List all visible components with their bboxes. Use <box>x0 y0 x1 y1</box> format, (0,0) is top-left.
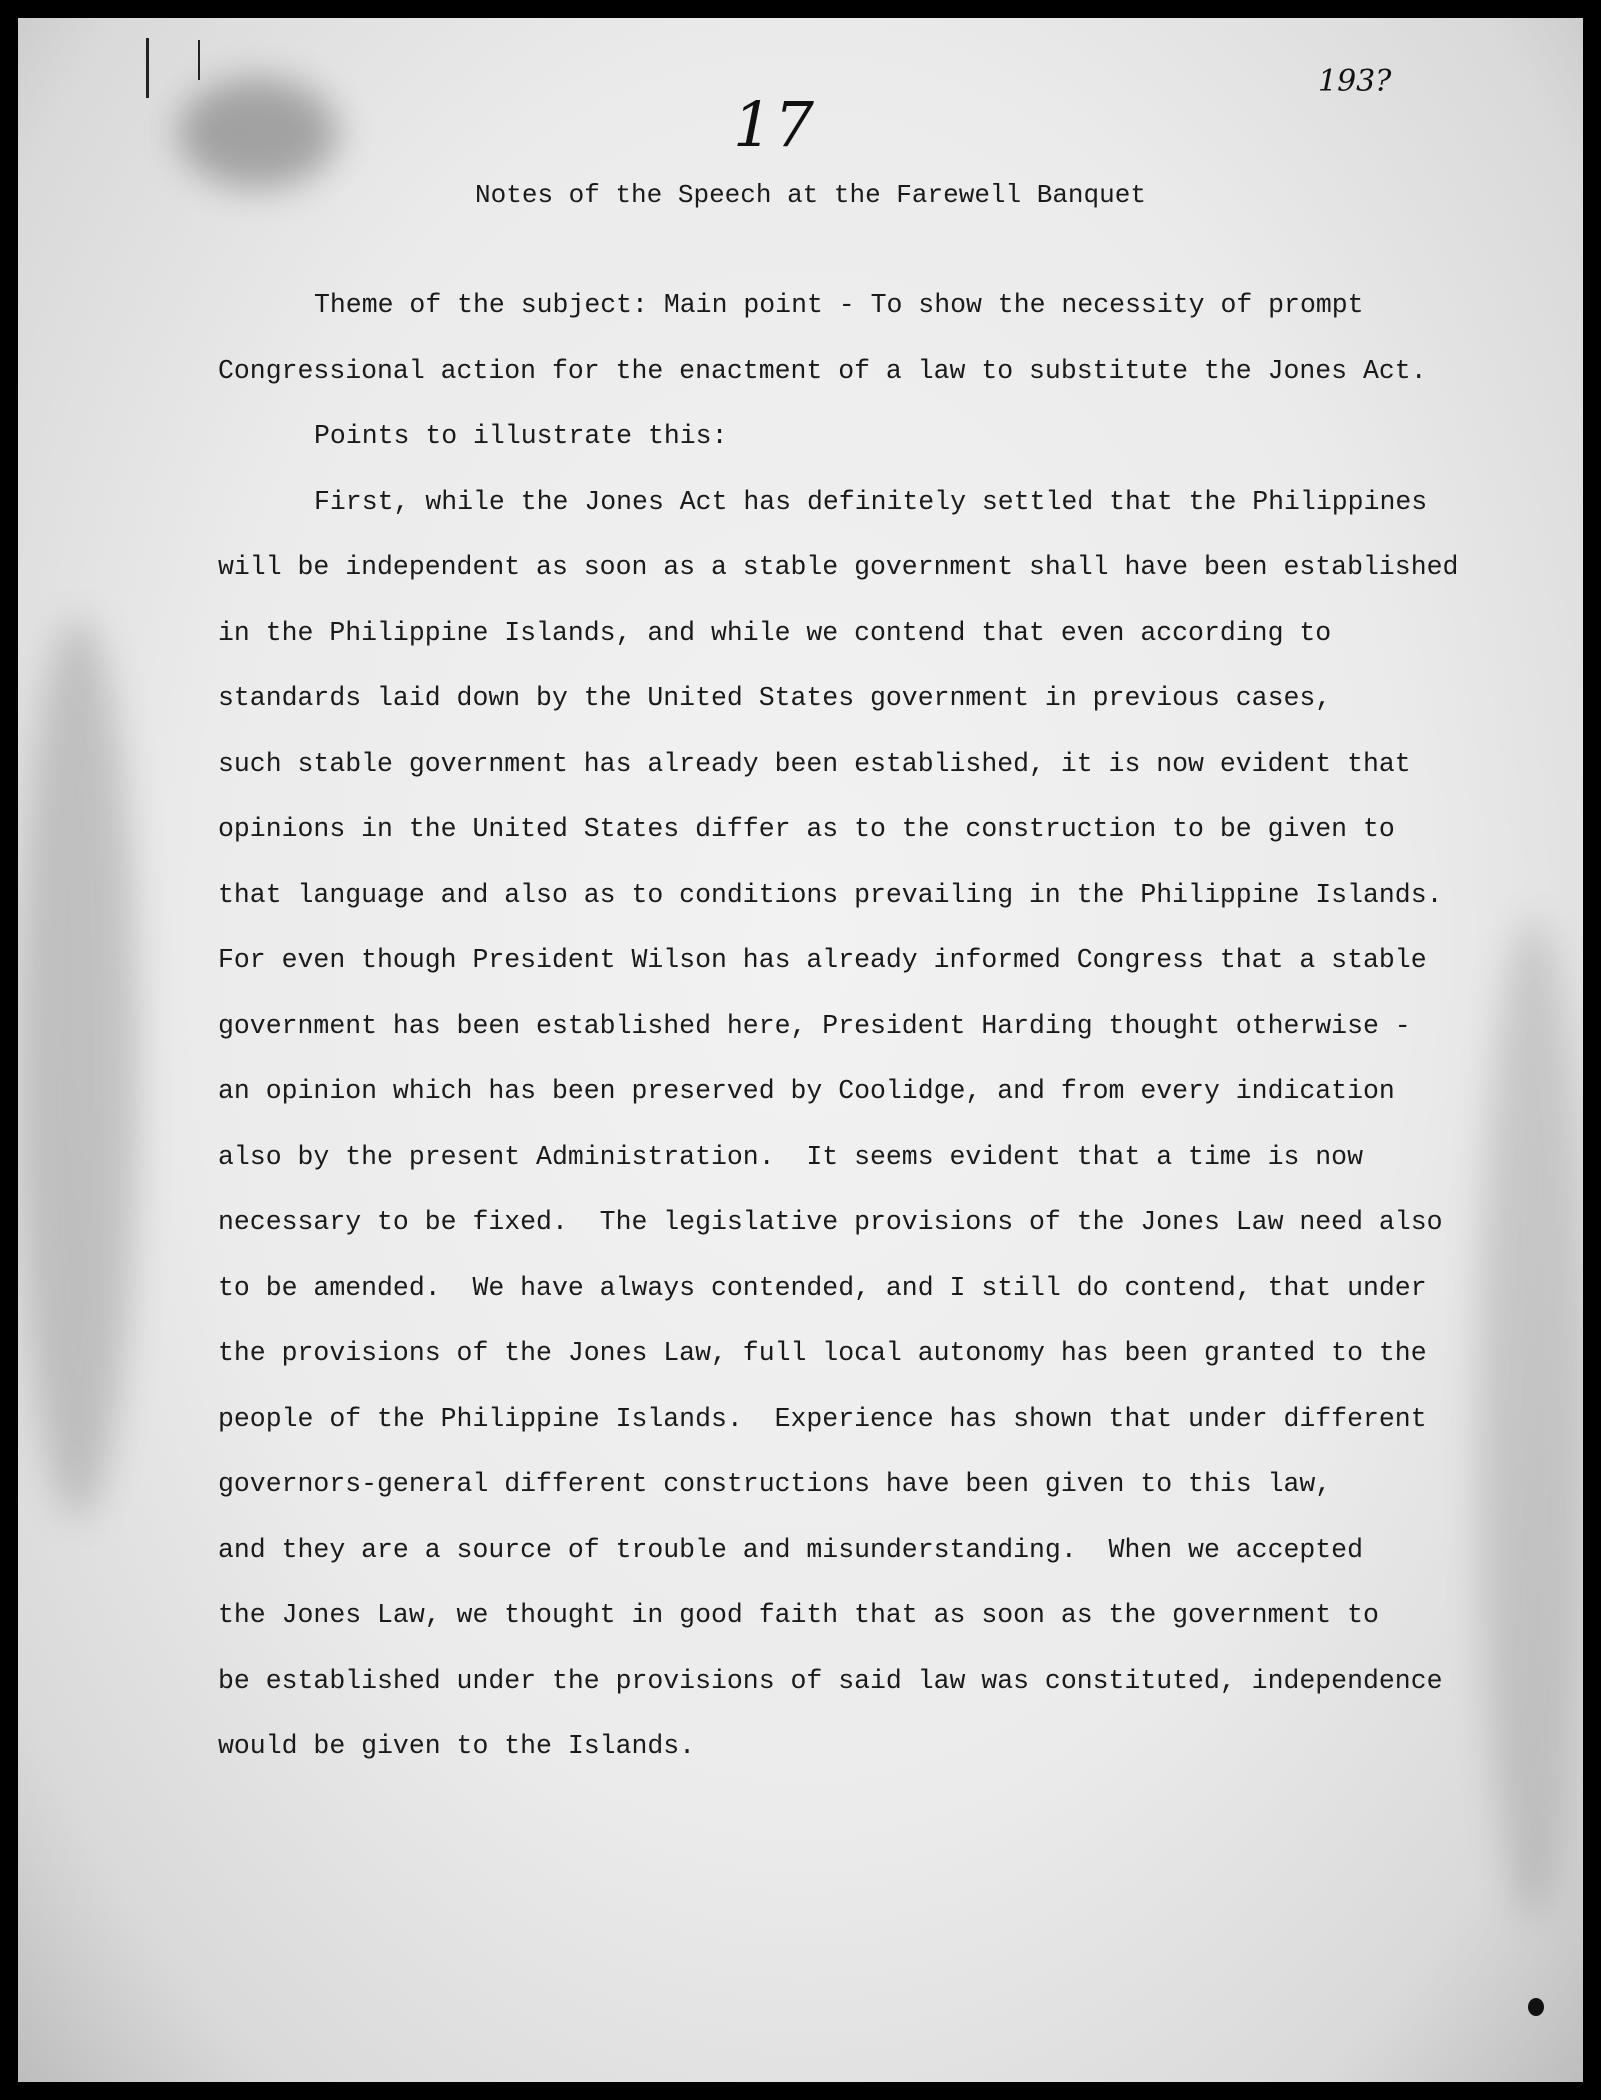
body-line: that language and also as to conditions prevailing in the Philippine Islands. <box>218 879 1443 910</box>
document-body <box>218 273 1508 1780</box>
body-line: be established under the provisions of said law was constituted, independence <box>218 1665 1443 1696</box>
document-page <box>18 18 1583 2082</box>
body-line: such stable government has already been established, it is now evident that <box>218 748 1411 779</box>
body-line: First, while the Jones Act has definitely settled that the Philippines <box>314 486 1428 517</box>
handwritten-page-number: 17 <box>733 88 816 161</box>
body-line: opinions in the United States differ as to the construction to be given to <box>218 814 1395 844</box>
body-line: necessary to be fixed. The legislative provisions of the Jones Law need also <box>218 1207 1443 1237</box>
body-line: government has been established here, President Harding thought otherwise - <box>218 1010 1411 1041</box>
body-line: governors-general different constructions have been given to this law, <box>218 1469 1332 1499</box>
body-line: people of the Philippine Islands. Experience has shown that under different <box>218 1403 1427 1434</box>
body-line: Points to illustrate this: <box>314 421 728 451</box>
body-line: the provisions of the Jones Law, full local autonomy has been granted to the <box>218 1338 1427 1368</box>
body-line: an opinion which has been preserved by Coolidge, and from every indication <box>218 1076 1395 1106</box>
handwritten-year-note: 193? <box>1318 64 1392 99</box>
body-line: the Jones Law, we thought in good faith that as soon as the government to <box>218 1600 1379 1630</box>
body-line: Congressional action for the enactment of a law to substitute the Jones Act. <box>218 355 1427 386</box>
document-title: Notes of the Speech at the Farewell Banquet <box>475 180 1146 210</box>
body-line: Theme of the subject: Main point - To show the necessity of prompt <box>314 290 1364 320</box>
body-line: to be amended. We have always contended, and I still do contend, that under <box>218 1272 1427 1303</box>
body-line: standards laid down by the United States government in previous cases, <box>218 683 1332 713</box>
body-line: For even though President Wilson has already informed Congress that a stable <box>218 945 1427 975</box>
body-line: and they are a source of trouble and misunderstanding. When we accepted <box>218 1534 1363 1565</box>
body-line: will be independent as soon as a stable government shall have been established <box>218 552 1459 582</box>
scan-smudge <box>178 78 338 188</box>
body-line: would be given to the Islands. <box>218 1731 696 1761</box>
scan-mark <box>146 38 149 98</box>
body-line: also by the present Administration. It seems evident that a time is now <box>218 1141 1363 1172</box>
scan-mark <box>198 40 200 80</box>
body-line: in the Philippine Islands, and while we contend that even according to <box>218 617 1332 648</box>
ink-dot <box>1528 1998 1544 2016</box>
scan-smudge <box>18 618 138 1518</box>
